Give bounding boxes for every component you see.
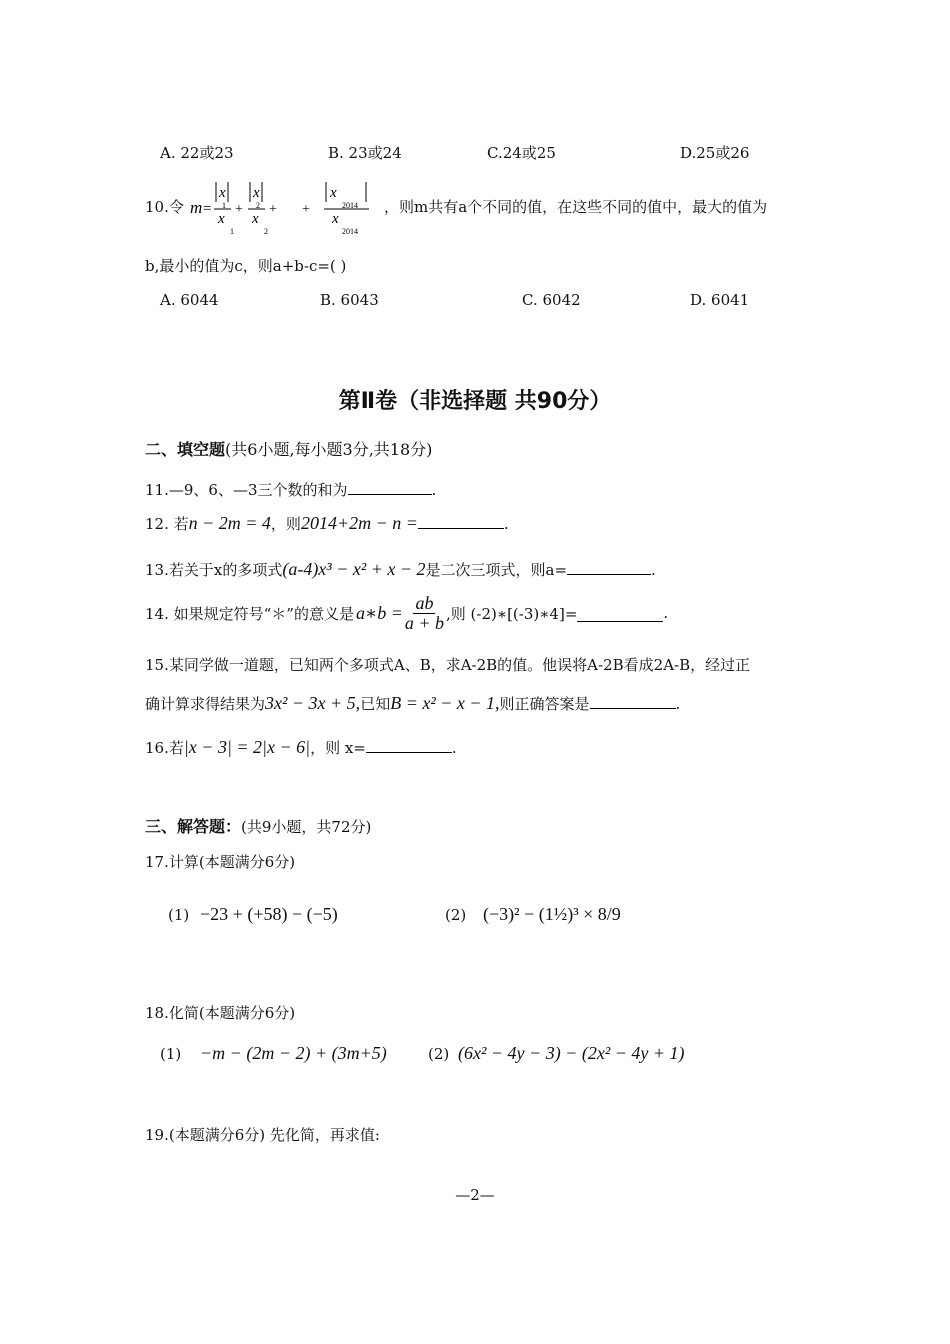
q10-line2: b,最小的值为c，则a+b-c=( )	[145, 257, 347, 275]
q9-option-b: B. 23或24	[328, 144, 402, 162]
q12-condition: n − 2m = 4	[188, 513, 271, 533]
q13	[145, 558, 656, 580]
svg-text:=: =	[203, 201, 212, 217]
q12-end: .	[503, 515, 509, 533]
q17-part2	[445, 904, 621, 925]
q12	[145, 512, 509, 534]
svg-text:x: x	[218, 211, 225, 227]
q16-prefix: 16.若	[145, 739, 184, 757]
q18-part2	[428, 1043, 685, 1064]
q18-part1-label: (1)	[160, 1045, 182, 1063]
q13-suffix: 是二次三项式，则a=	[425, 561, 568, 579]
q14-fraction-numerator: ab	[415, 593, 434, 613]
q15-answer-blank[interactable]	[590, 692, 676, 709]
q16	[145, 736, 457, 758]
svg-text:x: x	[253, 185, 260, 201]
svg-text:x: x	[330, 185, 337, 201]
q12-expression: 2014+2m − n =	[300, 513, 418, 533]
q18-title: 18.化简(本题满分6分)	[145, 1004, 296, 1022]
q16-equation: |x − 3| = 2|x − 6|	[183, 737, 311, 757]
q17-title: 17.计算(本题满分6分)	[145, 853, 296, 871]
q10-formula	[188, 178, 384, 240]
svg-text:2: 2	[256, 201, 260, 210]
q13-end: .	[651, 561, 656, 579]
q17-part2-expression: (−3)² − (1½)³ × 8/9	[483, 904, 621, 924]
svg-text:x: x	[219, 185, 226, 201]
q14	[145, 594, 668, 633]
svg-text:2014: 2014	[342, 227, 358, 236]
part2-heading-label: 二、填空题	[145, 440, 226, 459]
q11-end: .	[431, 481, 437, 499]
section-title: 第Ⅱ卷（非选择题 共90分）	[338, 389, 612, 414]
svg-text:2: 2	[264, 227, 268, 236]
part3-heading	[145, 814, 371, 837]
q15-line2	[145, 692, 680, 714]
q18-part2-expression: (6x² − 4y − 3) − (2x² − 4y + 1)	[458, 1043, 685, 1063]
q14-answer-blank[interactable]	[577, 605, 663, 622]
q16-answer-blank[interactable]	[366, 736, 452, 753]
part3-heading-label: 三、解答题：	[145, 817, 242, 836]
q19-title: 19.(本题满分6分) 先化简，再求值:	[145, 1126, 380, 1144]
svg-text:+: +	[235, 202, 243, 217]
q9-option-a: A. 22或23	[160, 144, 234, 162]
q10-line1: ，则m共有a个不同的值，在这些不同的值中，最大的值为	[384, 198, 768, 216]
svg-text:1: 1	[222, 201, 226, 210]
svg-text:2014: 2014	[342, 201, 358, 210]
q15-end: .	[675, 695, 681, 713]
q14-mid: ,则 (-2)∗[(-3)∗4]=	[446, 604, 578, 623]
q17-part1	[168, 904, 338, 925]
q14-fraction	[405, 594, 444, 633]
q11-text: 11.—9、6、—3三个数的和为	[145, 481, 348, 499]
page-number: —2—	[455, 1186, 495, 1204]
svg-text:1: 1	[230, 227, 234, 236]
q10-option-a: A. 6044	[160, 291, 219, 309]
q16-mid: ，则 x=	[310, 739, 366, 757]
q12-answer-blank[interactable]	[418, 512, 504, 529]
q12-prefix: 12. 若	[145, 515, 189, 533]
q11	[145, 478, 436, 500]
q10-option-d: D. 6041	[690, 291, 750, 309]
part2-heading-desc: (共6小题,每小题3分,共18分)	[225, 440, 433, 459]
q15-line2-a: 确计算求得结果为	[145, 695, 266, 713]
q10-prefix: 10.令	[145, 198, 184, 216]
q18-part1	[160, 1043, 387, 1064]
part3-heading-desc: (共9小题，共72分)	[241, 818, 372, 836]
q17-part1-label: (1)	[168, 906, 190, 924]
q15-line2-b: 已知	[360, 695, 391, 713]
q18-part2-label: (2)	[428, 1045, 450, 1063]
q10-option-b: B. 6043	[320, 291, 379, 309]
svg-text:x: x	[332, 211, 339, 227]
q17-part1-expression: −23 + (+58) − (−5)	[200, 904, 338, 924]
q11-answer-blank[interactable]	[348, 478, 432, 495]
q18-part1-expression: −m − (2m − 2) + (3m+5)	[200, 1043, 387, 1063]
svg-text:+: +	[302, 202, 310, 217]
q14-definition-left: a∗b =	[355, 602, 403, 623]
q15-b-expression: B = x² − x − 1,	[390, 693, 500, 713]
q15-result-expression: 3x² − 3x + 5,	[265, 693, 361, 713]
q13-polynomial: (a-4)x³ − x² + x − 2	[282, 559, 426, 579]
q15-line1: 15.某同学做一道题，已知两个多项式A、B，求A-2B的值。他误将A-2B看成2A-B，经过正	[145, 656, 751, 674]
part2-heading	[145, 437, 432, 460]
q9-option-d: D.25或26	[680, 144, 750, 162]
q14-prefix: 14. 如果规定符号“＊”的意义是	[145, 604, 354, 623]
q14-end: .	[663, 604, 669, 623]
q13-prefix: 13.若关于x的多项式	[145, 561, 283, 579]
q16-end: .	[451, 739, 457, 757]
svg-text:x: x	[252, 211, 259, 227]
q9-option-c: C.24或25	[487, 144, 556, 162]
q17-part2-label: (2)	[445, 906, 467, 924]
svg-text:m: m	[190, 198, 203, 217]
svg-text:+: +	[269, 202, 277, 217]
q12-mid: ，则	[270, 515, 301, 533]
q15-line2-c: 则正确答案是	[499, 695, 590, 713]
q10-option-c: C. 6042	[522, 291, 581, 309]
q13-answer-blank[interactable]	[567, 558, 651, 575]
q14-fraction-denominator: a + b	[404, 612, 445, 633]
